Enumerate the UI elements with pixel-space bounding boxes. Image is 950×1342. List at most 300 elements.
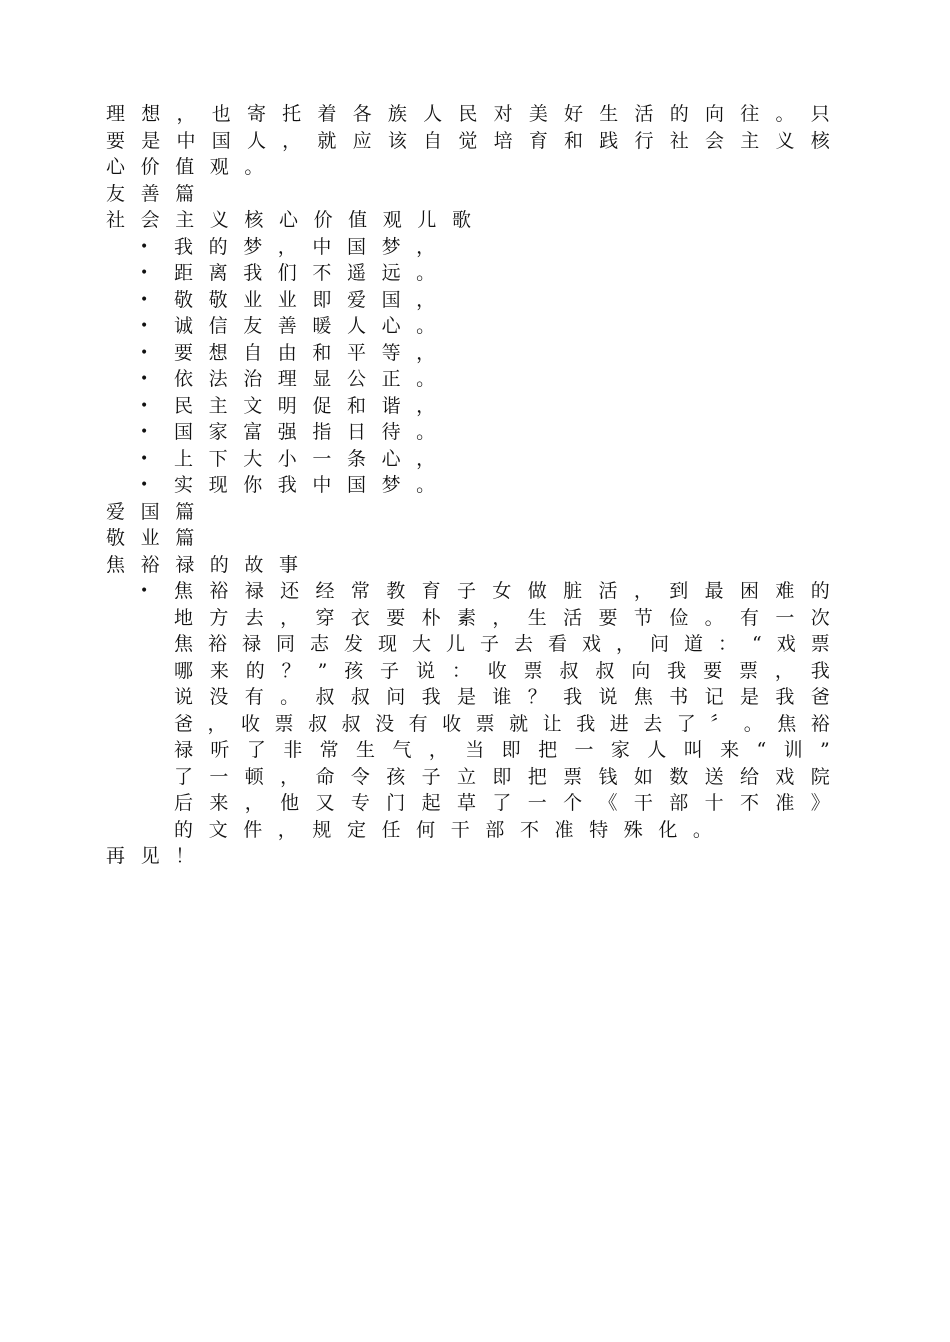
- glyph: 人: [647, 739, 667, 761]
- glyph: 友: [243, 315, 263, 337]
- glyph: 了: [492, 792, 512, 814]
- glyph: 发: [344, 633, 364, 655]
- glyph: ，: [176, 103, 196, 125]
- glyph: 困: [740, 580, 760, 602]
- glyph: 去: [514, 633, 534, 655]
- glyph: 准: [775, 792, 795, 814]
- glyph: 谐: [381, 394, 401, 417]
- glyph: 常: [319, 739, 339, 761]
- glyph: 收: [442, 712, 462, 735]
- glyph: 国: [211, 129, 231, 152]
- bullet-icon: •: [140, 450, 149, 467]
- glyph: 业: [277, 288, 297, 311]
- glyph: 子: [480, 633, 500, 655]
- glyph: 要: [598, 606, 618, 629]
- glyph: 法: [208, 368, 228, 390]
- glyph: 暖: [312, 315, 332, 337]
- story-line: [106, 817, 830, 844]
- glyph: 。: [280, 686, 300, 708]
- glyph: 《: [598, 792, 618, 814]
- glyph: 叫: [683, 739, 703, 761]
- story-line: [106, 631, 830, 658]
- glyph: 顿: [244, 765, 264, 788]
- glyph: 部: [669, 792, 689, 814]
- glyph: 裕: [140, 553, 160, 576]
- song-list-item-text: [174, 421, 451, 443]
- glyph: 做: [527, 580, 547, 602]
- glyph: 理: [106, 103, 126, 125]
- glyph: 族: [387, 103, 407, 125]
- glyph: 正: [381, 368, 401, 390]
- glyph: 我: [243, 262, 263, 284]
- glyph: 书: [669, 686, 689, 708]
- glyph: 和: [312, 341, 332, 364]
- glyph: 令: [350, 765, 370, 788]
- glyph: 即: [312, 288, 332, 311]
- glyph: 梦: [381, 235, 401, 258]
- glyph: 民: [458, 103, 478, 125]
- bullet-icon: •: [140, 318, 149, 334]
- song-list-item: [106, 419, 830, 446]
- glyph: 穿: [315, 606, 335, 629]
- glyph: 叔: [341, 712, 361, 735]
- glyph: 人: [346, 315, 366, 337]
- song-list-item-text: [174, 395, 451, 417]
- glyph: 也: [211, 103, 231, 125]
- glyph: 主: [740, 129, 760, 152]
- glyph: 只: [810, 103, 830, 125]
- glyph: 票: [475, 712, 495, 735]
- glyph: 规: [312, 818, 332, 841]
- glyph: 素: [457, 606, 477, 629]
- glyph: 家: [208, 421, 228, 443]
- heading-youshan: [106, 181, 830, 208]
- glyph: 焦: [106, 553, 126, 576]
- glyph: 教: [386, 580, 406, 602]
- glyph: ”: [820, 739, 830, 761]
- glyph: 现: [378, 633, 398, 655]
- bullet-icon: •: [140, 424, 149, 440]
- heading-jiao-story: [106, 552, 830, 579]
- glyph: 生: [527, 606, 547, 629]
- glyph: 部: [485, 818, 505, 841]
- glyph: 大: [412, 633, 432, 655]
- glyph: 地: [174, 606, 194, 629]
- glyph: 敬: [174, 288, 194, 311]
- glyph: 我: [563, 686, 583, 708]
- song-list-item-text: [174, 289, 451, 311]
- glyph: 票: [563, 765, 583, 788]
- glyph: 就: [317, 129, 337, 152]
- glyph: 诚: [174, 315, 194, 337]
- glyph: 一: [574, 739, 594, 761]
- glyph: ，: [280, 606, 300, 629]
- glyph: 自: [243, 341, 263, 364]
- bullet-icon: •: [140, 371, 149, 387]
- glyph: 即: [501, 739, 521, 761]
- glyph: 们: [277, 262, 297, 284]
- glyph: 主: [208, 394, 228, 417]
- glyph: 件: [243, 818, 263, 841]
- glyph: 一: [312, 447, 332, 470]
- heading-nursery-rhyme: [106, 207, 830, 234]
- glyph: 文: [208, 818, 228, 841]
- glyph: 篇: [175, 500, 195, 523]
- glyph: 是: [740, 686, 760, 708]
- glyph: 要: [174, 341, 194, 364]
- glyph: ，: [416, 341, 436, 364]
- glyph: 由: [277, 341, 297, 364]
- glyph: 的: [209, 553, 229, 576]
- glyph: 信: [208, 315, 228, 337]
- glyph: 叔: [308, 712, 328, 735]
- glyph: 依: [174, 368, 194, 390]
- glyph: 国: [381, 288, 401, 311]
- glyph: 叔: [315, 686, 335, 708]
- glyph: 故: [244, 553, 264, 576]
- glyph: 一: [527, 792, 547, 814]
- glyph: 儿: [446, 633, 466, 655]
- glyph: 核: [244, 209, 264, 231]
- glyph: ：: [451, 659, 471, 682]
- glyph: 应: [352, 129, 372, 152]
- glyph: 。: [244, 156, 264, 178]
- glyph: 梦: [381, 474, 401, 496]
- intro-line-1: [106, 101, 830, 128]
- glyph: 。: [416, 315, 436, 337]
- glyph: 焦: [174, 633, 194, 655]
- glyph: 我: [810, 659, 830, 682]
- glyph: 我: [421, 686, 441, 708]
- glyph: 向: [704, 103, 724, 125]
- glyph: 有: [408, 712, 428, 735]
- glyph: 衣: [350, 606, 370, 629]
- glyph: 事: [278, 553, 298, 576]
- glyph: 显: [312, 368, 332, 390]
- glyph: 人: [423, 103, 443, 125]
- glyph: 女: [492, 580, 512, 602]
- glyph: 人: [246, 129, 266, 152]
- bullet-icon: •: [140, 583, 149, 599]
- glyph: 国: [174, 421, 194, 443]
- glyph: 向: [631, 659, 651, 682]
- bullet-icon: •: [140, 265, 149, 281]
- glyph: 哪: [174, 659, 194, 682]
- glyph: 朴: [421, 606, 441, 629]
- glyph: 敬: [208, 288, 228, 311]
- glyph: 善: [140, 182, 160, 205]
- glyph: 没: [375, 712, 395, 735]
- glyph: 的: [174, 818, 194, 841]
- glyph: 个: [563, 792, 583, 814]
- glyph: 了: [676, 712, 696, 735]
- glyph: 儿: [417, 209, 437, 231]
- glyph: 的: [208, 235, 228, 258]
- glyph: 即: [492, 765, 512, 788]
- glyph: 特: [589, 818, 609, 841]
- glyph: 化: [658, 818, 678, 841]
- glyph: 裕: [209, 580, 229, 602]
- glyph: 票: [738, 659, 758, 682]
- glyph: 价: [313, 209, 333, 231]
- glyph: 值: [348, 209, 368, 231]
- document-page: [106, 101, 830, 870]
- glyph: 票: [810, 633, 830, 655]
- glyph: 下: [208, 447, 228, 470]
- glyph: 业: [140, 527, 160, 549]
- glyph: 自: [423, 129, 443, 152]
- story-line: [106, 658, 830, 685]
- glyph: 不: [519, 818, 539, 841]
- glyph: 给: [740, 765, 760, 788]
- glyph: 。: [692, 818, 712, 841]
- glyph: 还: [280, 580, 300, 602]
- glyph: 。: [416, 474, 436, 496]
- story-line: [106, 578, 830, 605]
- story-line: [106, 790, 830, 817]
- glyph: 值: [175, 156, 195, 178]
- glyph: 孩: [344, 659, 364, 682]
- glyph: 富: [243, 421, 263, 443]
- glyph: 我: [277, 474, 297, 496]
- glyph: “: [752, 633, 762, 655]
- glyph: ”: [317, 659, 328, 682]
- glyph: 。: [416, 421, 436, 443]
- glyph: 的: [245, 659, 265, 682]
- glyph: 价: [140, 156, 160, 178]
- glyph: 距: [174, 262, 194, 284]
- glyph: 把: [538, 739, 558, 761]
- glyph: ，: [207, 712, 227, 735]
- bullet-icon: •: [140, 477, 149, 493]
- glyph: 子: [421, 765, 441, 788]
- glyph: 促: [312, 394, 332, 417]
- glyph: 梦: [243, 235, 263, 258]
- glyph: 生: [356, 739, 376, 761]
- bullet-icon: •: [140, 397, 149, 414]
- glyph: 。: [743, 712, 763, 735]
- glyph: 明: [277, 394, 297, 417]
- glyph: 说: [598, 686, 618, 708]
- glyph: 对: [493, 103, 513, 125]
- glyph: ！: [175, 845, 195, 867]
- heading-aiguo: [106, 499, 830, 526]
- glyph: ，: [277, 818, 297, 841]
- glyph: 节: [633, 606, 653, 629]
- glyph: ，: [774, 659, 794, 682]
- bullet-icon: •: [140, 238, 149, 255]
- intro-line-3: [106, 154, 830, 181]
- glyph: 社: [106, 209, 126, 231]
- glyph: 有: [740, 606, 760, 629]
- glyph: 想: [141, 103, 161, 125]
- glyph: 准: [554, 818, 574, 841]
- song-list-item: [106, 446, 830, 473]
- glyph: 观: [382, 209, 402, 231]
- glyph: 等: [381, 341, 401, 364]
- glyph: ，: [616, 633, 636, 655]
- glyph: 他: [280, 792, 300, 814]
- glyph: 收: [241, 712, 261, 735]
- glyph: 待: [381, 421, 401, 443]
- glyph: 说: [174, 686, 194, 708]
- glyph: 任: [381, 818, 401, 841]
- glyph: 问: [386, 686, 406, 708]
- glyph: 叔: [595, 659, 615, 682]
- glyph: 的: [669, 103, 689, 125]
- glyph: 命: [315, 765, 335, 788]
- glyph: 专: [350, 792, 370, 814]
- glyph: 立: [457, 765, 477, 788]
- glyph: 理: [277, 368, 297, 390]
- glyph: ？: [527, 686, 547, 708]
- song-list-item: [106, 313, 830, 340]
- glyph: 觉: [458, 129, 478, 152]
- glyph: 国: [140, 500, 160, 523]
- glyph: 了: [246, 739, 266, 761]
- glyph: 治: [243, 368, 263, 390]
- glyph: 好: [564, 103, 584, 125]
- glyph: 了: [174, 765, 194, 788]
- glyph: 善: [277, 315, 297, 337]
- glyph: 公: [346, 368, 366, 390]
- glyph: 该: [387, 129, 407, 152]
- glyph: 美: [528, 103, 548, 125]
- glyph: 十: [704, 792, 724, 814]
- glyph: 禄: [242, 633, 262, 655]
- story-line: [106, 737, 830, 764]
- glyph: 想: [208, 341, 228, 364]
- glyph: ，: [492, 606, 512, 629]
- glyph: 去: [643, 712, 663, 735]
- glyph: 谁: [492, 686, 512, 708]
- glyph: 记: [704, 686, 724, 708]
- glyph: 。: [416, 368, 436, 390]
- glyph: 的: [810, 580, 830, 602]
- glyph: 气: [392, 739, 412, 761]
- glyph: 条: [346, 447, 366, 470]
- glyph: 钱: [598, 765, 618, 788]
- glyph: 脏: [563, 580, 583, 602]
- glyph: 就: [509, 712, 529, 735]
- glyph: 托: [282, 103, 302, 125]
- glyph: 强: [277, 421, 297, 443]
- glyph: 育: [528, 129, 548, 152]
- glyph: 没: [209, 686, 229, 708]
- glyph: 方: [209, 606, 229, 629]
- glyph: 敬: [106, 527, 126, 549]
- glyph: 最: [704, 580, 724, 602]
- glyph: 爸: [174, 712, 194, 735]
- glyph: 一: [775, 606, 795, 629]
- glyph: 现: [208, 474, 228, 496]
- glyph: 道: [684, 633, 704, 655]
- glyph: 中: [312, 474, 332, 496]
- glyph: 见: [140, 845, 160, 867]
- glyph: “: [756, 739, 767, 761]
- glyph: ，: [280, 765, 300, 788]
- story-line: [106, 764, 830, 791]
- glyph: 焦: [174, 580, 194, 602]
- glyph: 草: [457, 792, 477, 814]
- glyph: 叔: [559, 659, 579, 682]
- glyph: 干: [633, 792, 653, 814]
- glyph: 志: [310, 633, 330, 655]
- glyph: 戏: [776, 633, 796, 655]
- glyph: 有: [244, 686, 264, 708]
- glyph: 培: [493, 129, 513, 152]
- glyph: 各: [352, 103, 372, 125]
- glyph: 我: [576, 712, 596, 735]
- glyph: 次: [810, 606, 830, 629]
- glyph: 听: [210, 739, 230, 761]
- glyph: 起: [421, 792, 441, 814]
- glyph: 生: [599, 103, 619, 125]
- glyph: ：: [718, 633, 738, 655]
- heading-jingye: [106, 525, 830, 552]
- glyph: 去: [244, 606, 264, 629]
- glyph: 爱: [346, 288, 366, 311]
- glyph: 平: [346, 341, 366, 364]
- song-list: [106, 234, 830, 499]
- glyph: 上: [174, 447, 194, 470]
- glyph: 殊: [623, 818, 643, 841]
- glyph: ，: [282, 129, 302, 152]
- glyph: 同: [276, 633, 296, 655]
- glyph: 心: [106, 156, 126, 178]
- glyph: 〞: [710, 712, 730, 735]
- glyph: 歌: [451, 209, 471, 231]
- glyph: 一: [209, 765, 229, 788]
- glyph: 遥: [346, 262, 366, 284]
- glyph: 友: [106, 182, 126, 205]
- glyph: 和: [564, 129, 584, 152]
- glyph: 送: [704, 765, 724, 788]
- glyph: 。: [704, 606, 724, 629]
- glyph: 经: [315, 580, 335, 602]
- song-list-item-text: [174, 368, 451, 390]
- glyph: 又: [315, 792, 335, 814]
- glyph: 裕: [810, 712, 830, 735]
- story-line: [106, 605, 830, 632]
- glyph: 国: [346, 474, 366, 496]
- glyph: ，: [416, 394, 436, 417]
- glyph: 离: [208, 262, 228, 284]
- glyph: 不: [312, 262, 332, 284]
- song-list-item: [106, 234, 830, 261]
- glyph: 业: [243, 288, 263, 311]
- glyph: 践: [599, 129, 619, 152]
- glyph: 门: [386, 792, 406, 814]
- song-list-item-text: [174, 474, 451, 496]
- glyph: ，: [416, 235, 436, 258]
- glyph: 寄: [246, 103, 266, 125]
- glyph: 票: [274, 712, 294, 735]
- glyph: 定: [346, 818, 366, 841]
- glyph: ？: [281, 659, 301, 682]
- glyph: 叔: [350, 686, 370, 708]
- glyph: 是: [457, 686, 477, 708]
- glyph: 义: [209, 209, 229, 231]
- song-list-item: [106, 287, 830, 314]
- glyph: 远: [381, 262, 401, 284]
- glyph: 再: [106, 845, 126, 867]
- glyph: 核: [810, 129, 830, 152]
- glyph: 家: [610, 739, 630, 761]
- glyph: 非: [283, 739, 303, 761]
- glyph: 着: [317, 103, 337, 125]
- glyph: 焦: [777, 712, 797, 735]
